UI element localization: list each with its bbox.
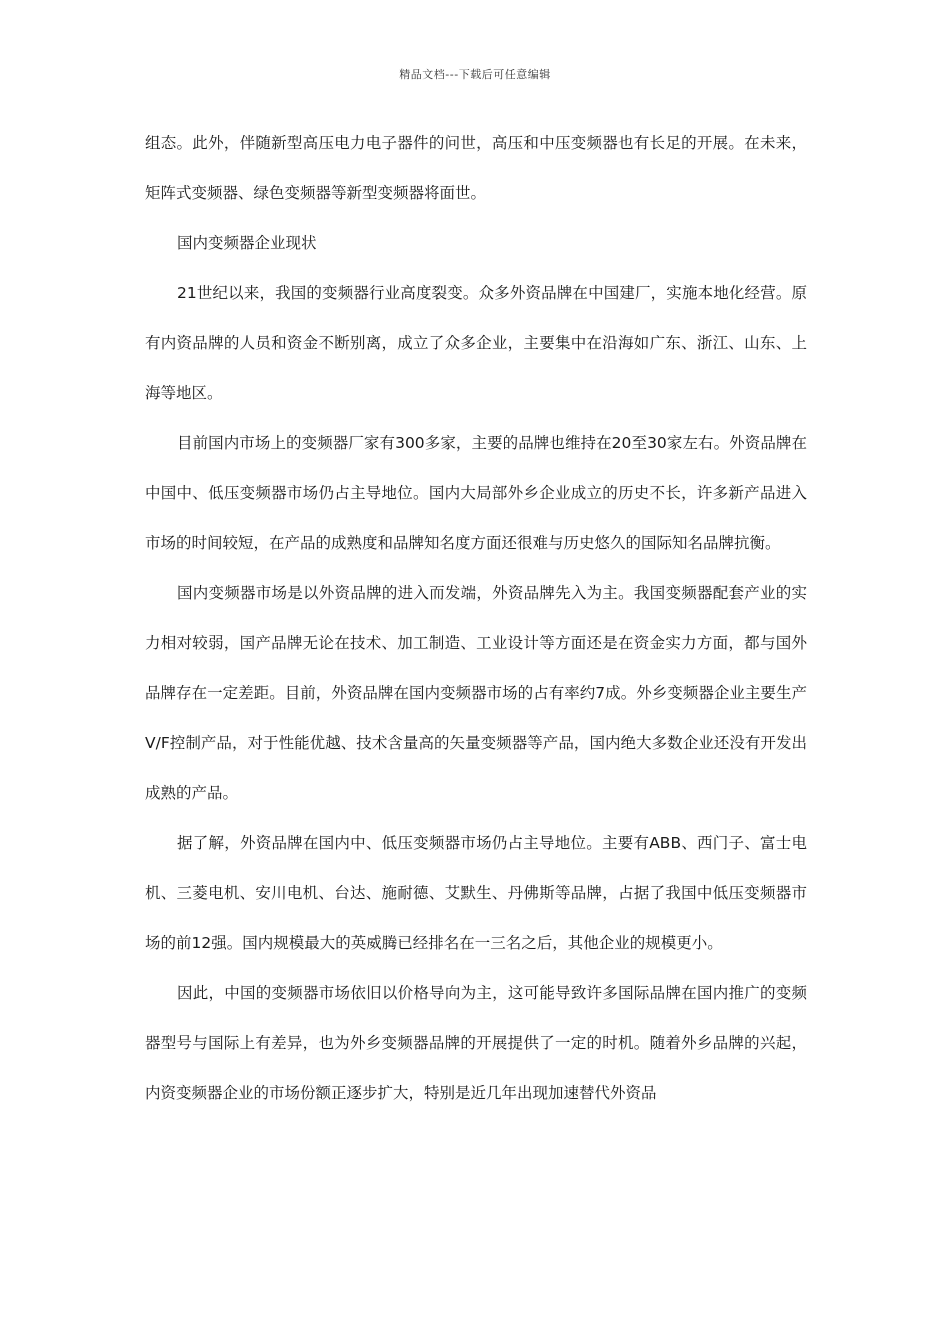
page-header: 精品文档---下载后可任意编辑 (399, 68, 551, 81)
paragraph-industry-overview: 21世纪以来，我国的变频器行业高度裂变。众多外资品牌在中国建厂，实施本地化经营。原有内资品牌的人员和资金不断别离，成立了众多企业，主要集中在沿海如广东、浙江、山东、上海等地区。 (145, 284, 807, 402)
section-heading: 国内变频器企业现状 (177, 234, 317, 252)
paragraph-intro-continuation: 组态。此外，伴随新型高压电力电子器件的问世，高压和中压变频器也有长足的开展。在未来，矩阵式变频器、绿色变频器等新型变频器将面世。 (145, 134, 807, 202)
paragraph-price-orientation: 因此，中国的变频器市场依旧以价格导向为主，这可能导致许多国际品牌在国内推广的变频器型号与国际上有差异，也为外乡变频器品牌的开展提供了一定的时机。随着外乡品牌的兴起，内资变频器企业的市场份额正逐步扩大，特别是近几年出现加速替代外资品 (145, 984, 807, 1102)
paragraph-leading-brands: 据了解，外资品牌在国内中、低压变频器市场仍占主导地位。主要有ABB、西门子、富士电机、三菱电机、安川电机、台达、施耐德、艾默生、丹佛斯等品牌，占据了我国中低压变频器市场的前12强。国内规模最大的英威腾已经排名在一三名之后，其他企业的规模更小。 (145, 834, 807, 952)
paragraph-foreign-brands: 国内变频器市场是以外资品牌的进入而发端，外资品牌先入为主。我国变频器配套产业的实力相对较弱，国产品牌无论在技术、加工制造、工业设计等方面还是在资金实力方面，都与国外品牌存在一定差距。目前，外资品牌在国内变频器市场的占有率约7成。外乡变频器企业主要生产V/F控制产品，对于性能优越、技术含量高的矢量变频器等产品，国内绝大多数企业还没有开发出成熟的产品。 (145, 584, 807, 802)
document-body (145, 118, 807, 1118)
paragraph-market-status: 目前国内市场上的变频器厂家有300多家，主要的品牌也维持在20至30家左右。外资品牌在中国中、低压变频器市场仍占主导地位。国内大局部外乡企业成立的历史不长，许多新产品进入市场的时间较短，在产品的成熟度和品牌知名度方面还很难与历史悠久的国际知名品牌抗衡。 (145, 434, 807, 552)
